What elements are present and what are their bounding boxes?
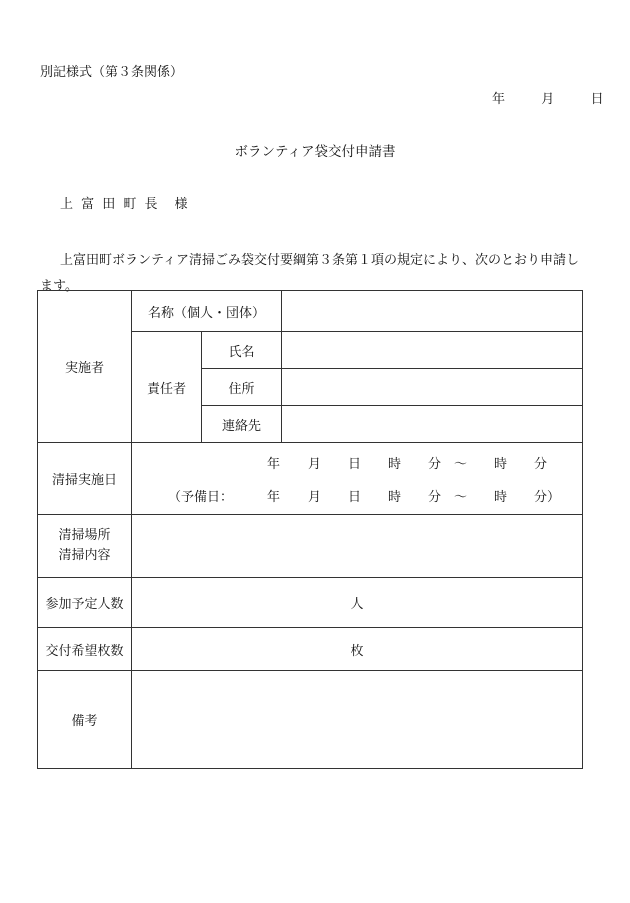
addressee: 上 富 田 町 長 様 <box>60 197 190 212</box>
participants-label: 参加予定人数 <box>38 578 132 628</box>
reserve-end-hour: 時 <box>494 490 508 505</box>
responsible-person-label: 責任者 <box>132 332 202 443</box>
address-field[interactable] <box>282 369 583 406</box>
cleaning-day: 日 <box>348 457 362 472</box>
application-date <box>492 88 604 107</box>
date-year-label: 年 <box>492 92 506 107</box>
contact-label: 連絡先 <box>202 406 282 443</box>
application-form-table <box>37 290 583 769</box>
cleaning-place-label-line2: 清掃内容 <box>58 548 111 563</box>
cleaning-year: 年 <box>267 457 281 472</box>
date-month-label: 月 <box>541 92 555 107</box>
cleaning-place-label <box>38 515 132 578</box>
reserve-tilde: 〜 <box>454 490 468 505</box>
cleaning-month: 月 <box>308 457 322 472</box>
reserve-minute: 分 <box>428 490 442 505</box>
reserve-date-row <box>132 486 582 506</box>
reserve-prefix: （予備日： <box>168 490 234 505</box>
org-name-label: 名称（個人・団体） <box>132 291 282 332</box>
bags-label: 交付希望枚数 <box>38 628 132 671</box>
cleaning-place-label-line1: 清掃場所 <box>58 528 111 543</box>
reserve-hour: 時 <box>388 490 402 505</box>
cleaning-date-label: 清掃実施日 <box>38 443 132 515</box>
address-label: 住所 <box>202 369 282 406</box>
body-text: 上富田町ボランティア清掃ごみ袋交付要綱第３条第１項の規定により、次のとおり申請します。 <box>40 253 579 294</box>
reserve-day: 日 <box>348 490 362 505</box>
participants-field[interactable] <box>132 578 583 628</box>
cleaning-end-hour: 時 <box>494 457 508 472</box>
bags-unit: 枚 <box>350 643 364 659</box>
notes-field[interactable] <box>132 671 583 769</box>
cleaning-minute: 分 <box>428 457 442 472</box>
reserve-year: 年 <box>267 490 281 505</box>
person-name-label: 氏名 <box>202 332 282 369</box>
implementer-label: 実施者 <box>38 291 132 443</box>
contact-field[interactable] <box>282 406 583 443</box>
participants-unit: 人 <box>350 597 364 612</box>
notes-label: 備考 <box>38 671 132 769</box>
cleaning-date-field[interactable] <box>132 443 583 515</box>
cleaning-tilde: 〜 <box>454 457 468 472</box>
reserve-month: 月 <box>308 490 322 505</box>
cleaning-place-field[interactable] <box>132 515 583 578</box>
person-name-field[interactable] <box>282 332 583 369</box>
date-day-label: 日 <box>590 92 604 107</box>
document-title: ボランティア袋交付申請書 <box>234 144 396 160</box>
bags-field[interactable] <box>132 628 583 671</box>
form-number-label: 別記様式（第３条関係） <box>40 65 184 80</box>
reserve-end-minute: 分） <box>534 490 561 505</box>
cleaning-date-row <box>132 453 582 473</box>
org-name-field[interactable] <box>282 291 583 332</box>
cleaning-end-minute: 分 <box>534 457 548 472</box>
cleaning-hour: 時 <box>388 457 402 472</box>
